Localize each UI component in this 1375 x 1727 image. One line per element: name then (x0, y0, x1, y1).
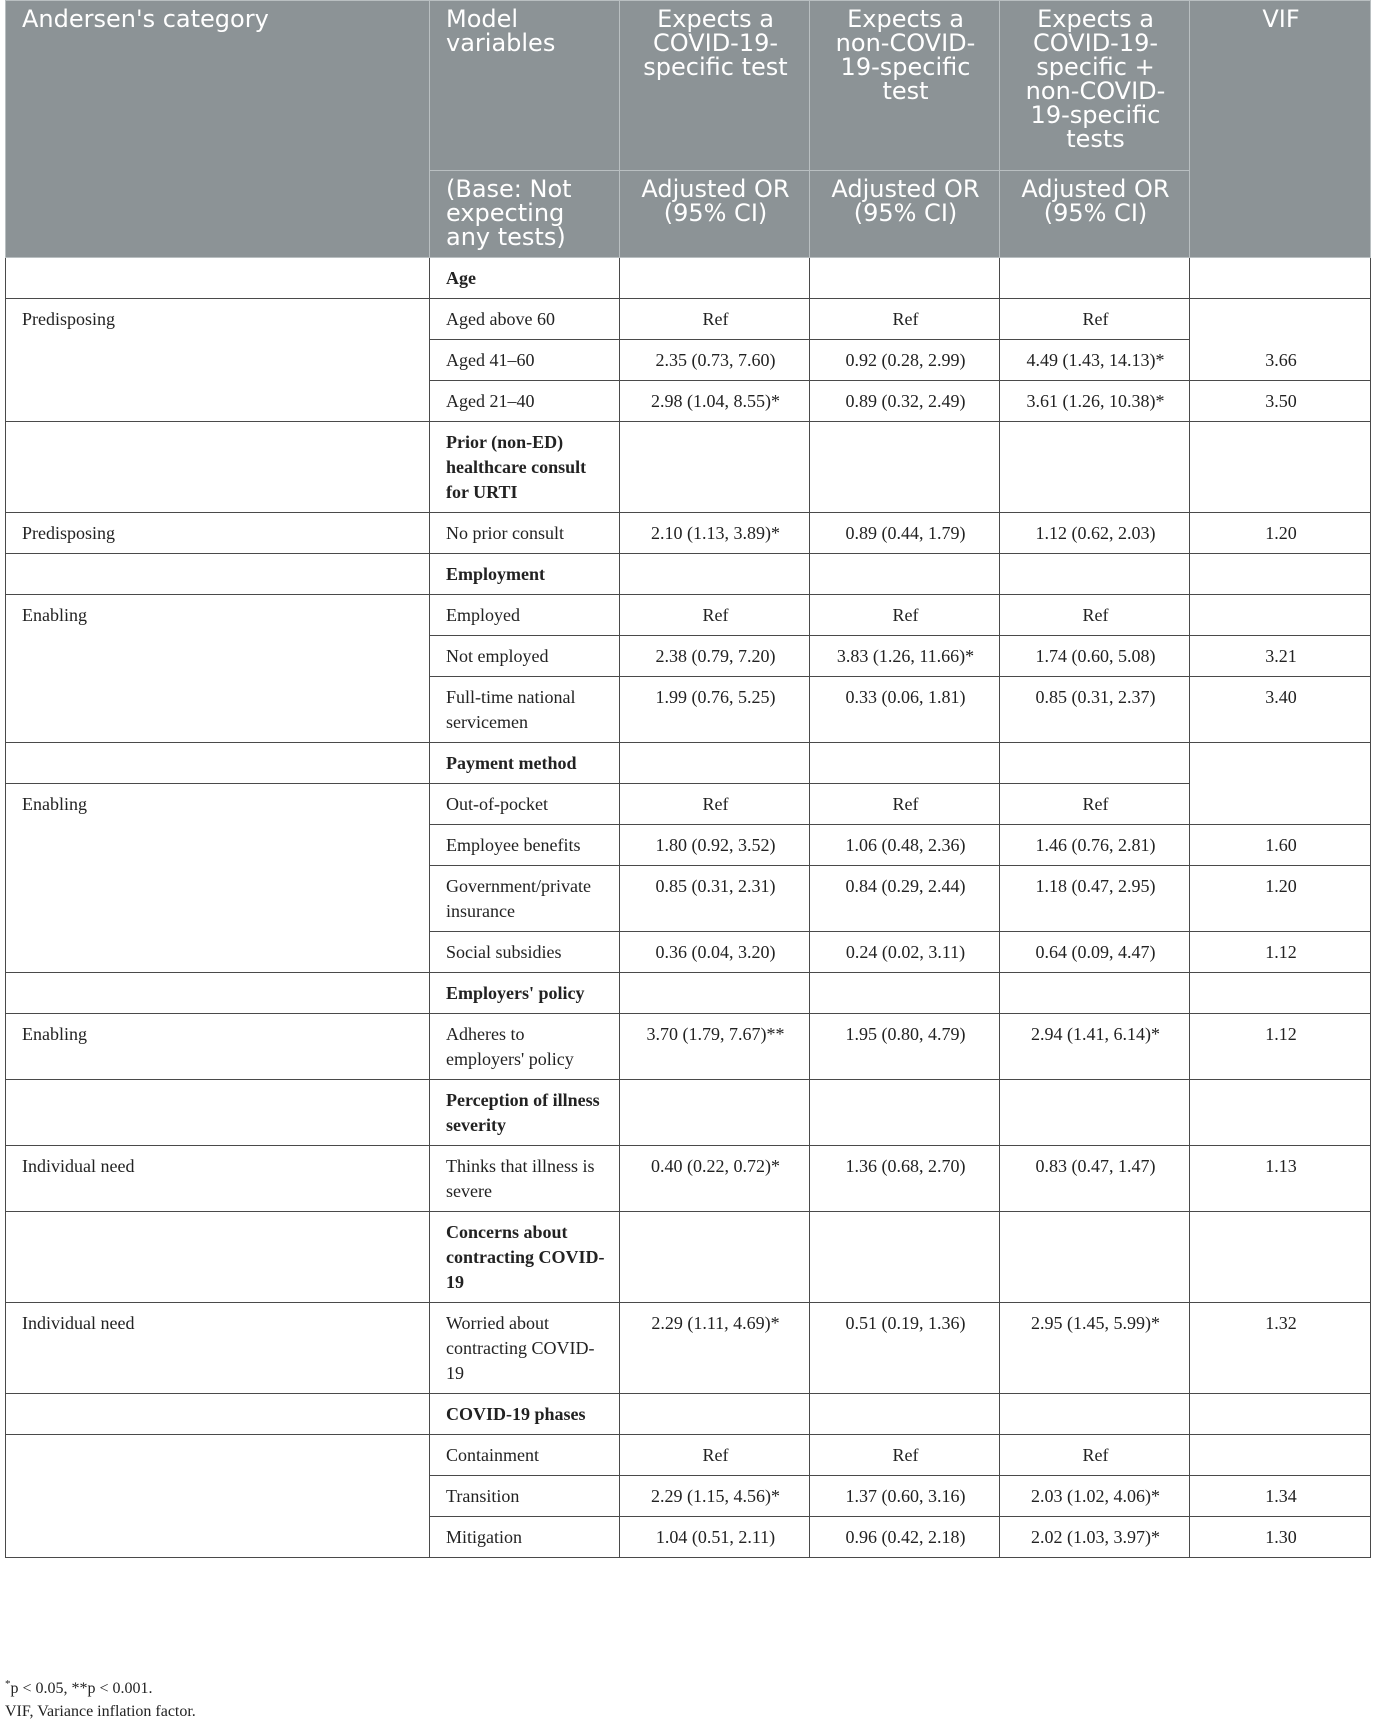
category-cell: Individual need (6, 1303, 430, 1394)
variable-cell: Worried about contracting COVID-19 (430, 1303, 620, 1394)
category-cell (6, 1435, 430, 1558)
section-label: Prior (non-ED) healthcare consult for URTI (430, 422, 620, 513)
value-cell: 1.99 (0.76, 5.25) (620, 677, 810, 743)
value-cell: Ref (620, 299, 810, 340)
value-cell: Ref (810, 784, 1000, 825)
variable-cell: Thinks that illness is severe (430, 1146, 620, 1212)
value-cell: 1.12 (0.62, 2.03) (1000, 513, 1190, 554)
vif-cell: 3.40 (1190, 677, 1371, 743)
value-cell: 0.84 (0.29, 2.44) (810, 866, 1000, 932)
value-cell: 2.95 (1.45, 5.99)* (1000, 1303, 1190, 1394)
section-label: Age (430, 258, 620, 299)
value-cell: 2.10 (1.13, 3.89)* (620, 513, 810, 554)
value-cell: Ref (1000, 784, 1190, 825)
header-covid-specific: Expects a COVID-19-specific test (620, 1, 810, 171)
value-cell: 2.38 (0.79, 7.20) (620, 636, 810, 677)
table-row (6, 1303, 1371, 1394)
vif-cell: 1.12 (1190, 1014, 1371, 1080)
value-cell: 0.85 (0.31, 2.37) (1000, 677, 1190, 743)
value-cell: 1.06 (0.48, 2.36) (810, 825, 1000, 866)
value-cell: 0.85 (0.31, 2.31) (620, 866, 810, 932)
value-cell: 0.33 (0.06, 1.81) (810, 677, 1000, 743)
variable-cell: Adheres to employers' policy (430, 1014, 620, 1080)
table-row (6, 595, 1371, 636)
vif-cell: 1.34 (1190, 1476, 1371, 1517)
vif-cell: 1.32 (1190, 1303, 1371, 1394)
table-row (6, 422, 1371, 513)
section-label: Payment method (430, 743, 620, 784)
table-row (6, 513, 1371, 554)
value-cell: 2.35 (0.73, 7.60) (620, 340, 810, 381)
vif-cell: 1.60 (1190, 825, 1371, 866)
table-row (6, 1212, 1371, 1303)
header-both-tests: Expects a COVID-19-specific + non-COVID-19-specific tests (1000, 1, 1190, 171)
value-cell: 0.51 (0.19, 1.36) (810, 1303, 1000, 1394)
value-cell: Ref (810, 1435, 1000, 1476)
value-cell: 0.89 (0.32, 2.49) (810, 381, 1000, 422)
category-cell: Enabling (6, 595, 430, 743)
value-cell: Ref (810, 595, 1000, 636)
variable-cell: Containment (430, 1435, 620, 1476)
variable-cell: Social subsidies (430, 932, 620, 973)
header-non-covid-specific: Expects a non-COVID-19-specific test (810, 1, 1000, 171)
variable-cell: Aged 41–60 (430, 340, 620, 381)
section-label: Perception of illness severity (430, 1080, 620, 1146)
header-base: (Base: Not expecting any tests) (430, 171, 620, 258)
value-cell: 2.29 (1.11, 4.69)* (620, 1303, 810, 1394)
value-cell: Ref (620, 595, 810, 636)
value-cell: 1.04 (0.51, 2.11) (620, 1517, 810, 1558)
section-label: Employment (430, 554, 620, 595)
section-label: COVID-19 phases (430, 1394, 620, 1435)
section-label: Employers' policy (430, 973, 620, 1014)
category-cell: Predisposing (6, 299, 430, 422)
table-row (6, 743, 1371, 784)
header-or-covid: Adjusted OR (95% CI) (620, 171, 810, 258)
table-row (6, 1146, 1371, 1212)
table-row (6, 1394, 1371, 1435)
value-cell: 1.74 (0.60, 5.08) (1000, 636, 1190, 677)
value-cell: 0.36 (0.04, 3.20) (620, 932, 810, 973)
variable-cell: Mitigation (430, 1517, 620, 1558)
category-cell: Enabling (6, 1014, 430, 1080)
variable-cell: Employee benefits (430, 825, 620, 866)
header-or-non-covid: Adjusted OR (95% CI) (810, 171, 1000, 258)
vif-cell: 1.20 (1190, 866, 1371, 932)
value-cell: 2.03 (1.02, 4.06)* (1000, 1476, 1190, 1517)
value-cell: Ref (620, 784, 810, 825)
category-cell: Predisposing (6, 513, 430, 554)
header-or-both: Adjusted OR (95% CI) (1000, 171, 1190, 258)
value-cell: 2.29 (1.15, 4.56)* (620, 1476, 810, 1517)
value-cell: 0.92 (0.28, 2.99) (810, 340, 1000, 381)
section-label: Concerns about contracting COVID-19 (430, 1212, 620, 1303)
value-cell: 2.94 (1.41, 6.14)* (1000, 1014, 1190, 1080)
value-cell: 0.96 (0.42, 2.18) (810, 1517, 1000, 1558)
value-cell: 4.49 (1.43, 14.13)* (1000, 340, 1190, 381)
variable-cell: Government/private insurance (430, 866, 620, 932)
value-cell: 1.46 (0.76, 2.81) (1000, 825, 1190, 866)
value-cell: 3.70 (1.79, 7.67)** (620, 1014, 810, 1080)
value-cell: 0.64 (0.09, 4.47) (1000, 932, 1190, 973)
variable-cell: Not employed (430, 636, 620, 677)
vif-cell: 3.21 (1190, 636, 1371, 677)
footnote-significance: *p < 0.05, **p < 0.001. (5, 1678, 153, 1697)
value-cell: Ref (1000, 299, 1190, 340)
category-cell: Enabling (6, 784, 430, 973)
header-model-variables: Model variables (430, 1, 620, 171)
header-andersen-category: Andersen's category (6, 1, 430, 258)
variable-cell: No prior consult (430, 513, 620, 554)
value-cell: 0.40 (0.22, 0.72)* (620, 1146, 810, 1212)
value-cell: Ref (1000, 1435, 1190, 1476)
table-row (6, 973, 1371, 1014)
value-cell: Ref (810, 299, 1000, 340)
value-cell: Ref (620, 1435, 810, 1476)
value-cell: 3.83 (1.26, 11.66)* (810, 636, 1000, 677)
results-table-container (5, 0, 1370, 1558)
value-cell: 1.36 (0.68, 2.70) (810, 1146, 1000, 1212)
vif-cell: 3.66 (1190, 299, 1371, 381)
vif-cell: 1.20 (1190, 513, 1371, 554)
vif-cell: 3.50 (1190, 381, 1371, 422)
table-row (6, 1014, 1371, 1080)
value-cell: 0.24 (0.02, 3.11) (810, 932, 1000, 973)
vif-cell: 1.12 (1190, 932, 1371, 973)
variable-cell: Out-of-pocket (430, 784, 620, 825)
value-cell: 1.37 (0.60, 3.16) (810, 1476, 1000, 1517)
table-row (6, 1080, 1371, 1146)
value-cell: 3.61 (1.26, 10.38)* (1000, 381, 1190, 422)
variable-cell: Aged above 60 (430, 299, 620, 340)
value-cell: 1.80 (0.92, 3.52) (620, 825, 810, 866)
header-vif: VIF (1190, 1, 1371, 258)
category-cell: Individual need (6, 1146, 430, 1212)
value-cell: 1.95 (0.80, 4.79) (810, 1014, 1000, 1080)
value-cell: Ref (1000, 595, 1190, 636)
variable-cell: Aged 21–40 (430, 381, 620, 422)
vif-cell: 1.13 (1190, 1146, 1371, 1212)
value-cell: 0.83 (0.47, 1.47) (1000, 1146, 1190, 1212)
regression-table (5, 0, 1371, 1558)
value-cell: 2.02 (1.03, 3.97)* (1000, 1517, 1190, 1558)
value-cell: 1.18 (0.47, 2.95) (1000, 866, 1190, 932)
variable-cell: Employed (430, 595, 620, 636)
value-cell: 2.98 (1.04, 8.55)* (620, 381, 810, 422)
table-row (6, 554, 1371, 595)
table-row (6, 299, 1371, 340)
vif-cell: 1.30 (1190, 1517, 1371, 1558)
table-row (6, 258, 1371, 299)
table-row (6, 784, 1371, 825)
value-cell: 0.89 (0.44, 1.79) (810, 513, 1000, 554)
variable-cell: Full-time national servicemen (430, 677, 620, 743)
table-row (6, 1435, 1371, 1476)
variable-cell: Transition (430, 1476, 620, 1517)
footnote-vif: VIF, Variance inflation factor. (5, 1703, 196, 1720)
